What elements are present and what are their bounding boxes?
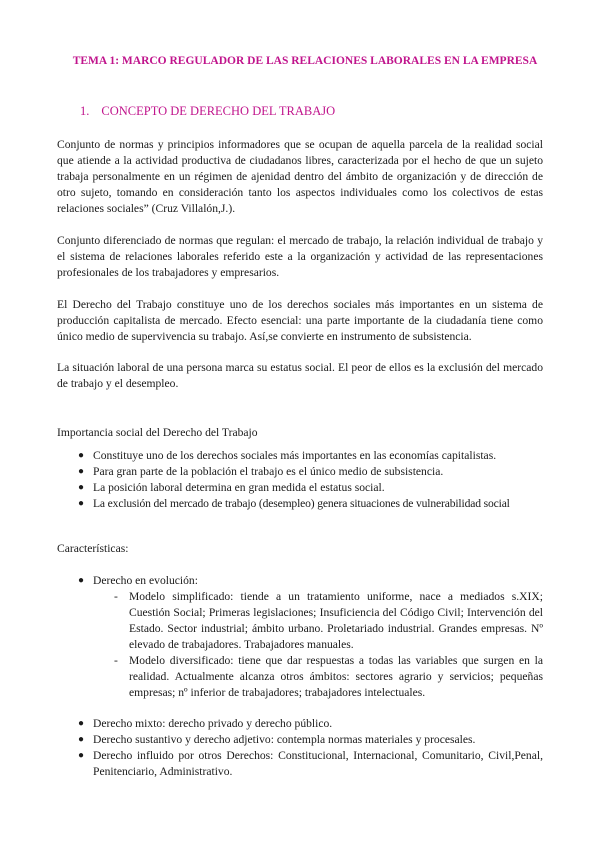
list-item: ● La posición laboral determina en gran medida el estatus social. — [78, 481, 385, 494]
caracteristicas-list — [57, 573, 543, 701]
section-heading — [80, 104, 335, 119]
dash-icon: - — [114, 590, 118, 603]
caracteristicas-heading: Características: — [57, 542, 129, 555]
dash-icon: - — [114, 654, 118, 667]
bullet-icon: ● — [78, 482, 85, 493]
list-item: ● Derecho sustantivo y derecho adjetivo: contempla normas materiales y procesales. — [78, 733, 476, 746]
list-item: ● La exclusión del mercado de trabajo (desempleo) genera situaciones de vulnerabilidad social — [78, 497, 510, 510]
list-item: ● Constituye uno de los derechos sociales más importantes en las economías capitalistas. — [78, 449, 497, 462]
caracteristicas-list-2 — [57, 716, 543, 780]
list-item: ● Derecho en evolución: - Modelo simplificado: tiende a un tratamiento uniforme, nace a mediados s.XIX; Cuestión Social; Primeras legislaciones; Insuficiencia del Código Civil; Intervención del Estado. Sector industrial; ámbito urbano. Proletariado industrial. Grandes empresas. Nº elevado de trabajadores. Trabajadores manuales. - Modelo diversificado: tiene que dar respuestas a todas las variables que surgen en la realidad. Actualmente alcanza otros ámbitos: sectores agrario y servicios; pequeñas empresas; nº inferior de trabajadores; trabajadores intelectuales. — [78, 574, 543, 699]
bullet-icon: ● — [78, 718, 85, 729]
document-title: TEMA 1: MARCO REGULADOR DE LAS RELACIONES LABORALES EN LA EMPRESA — [72, 55, 538, 67]
paragraph: La situación laboral de una persona marca su estatus social. El peor de ellos es la exclusión del mercado de trabajo y el desempleo. — [57, 361, 543, 390]
bullet-icon: ● — [78, 466, 85, 477]
list-item: ● Derecho influido por otros Derechos: Constitucional, Internacional, Comunitario, Civil,Penal, Penitenciario, Administrativo. — [78, 749, 543, 778]
paragraph: Conjunto de normas y principios informadores que se ocupan de aquella parcela de la realidad social que atiende a la actividad productiva de ciudadanos libres, caracterizada por el hecho de que un sujeto trabaja personalmente en un régimen de ajenidad dentro del ámbito de organización y de dirección de otro sujeto, tomando en consideración tanto los aspectos individuales como los colectivos de estas relaciones sociales” (Cruz Villalón,J.). — [57, 138, 543, 215]
sub-list-item: - Modelo diversificado: tiene que dar respuestas a todas las variables que surgen en la realidad. Actualmente alcanza otros ámbitos: sectores agrario y servicios; pequeñas empresas; nº inferior de trabajadores; trabajadores intelectuales. — [114, 654, 543, 699]
bullet-icon: ● — [78, 734, 85, 745]
section-number: 1. — [80, 104, 90, 118]
evolucion-sublist — [93, 589, 543, 701]
list-item: ● Derecho mixto: derecho privado y derecho público. — [78, 717, 333, 730]
bullet-icon: ● — [78, 575, 85, 586]
bullet-icon: ● — [78, 750, 85, 761]
sub-list-item: - Modelo simplificado: tiende a un tratamiento uniforme, nace a mediados s.XIX; Cuestión Social; Primeras legislaciones; Insuficiencia del Código Civil; Intervención del Estado. Sector industrial; ámbito urbano. Proletariado industrial. Grandes empresas. Nº elevado de trabajadores. Trabajadores manuales. — [114, 590, 543, 651]
bullet-icon: ● — [78, 498, 84, 509]
section-label: CONCEPTO DE DERECHO DEL TRABAJO — [101, 104, 336, 118]
paragraph: Conjunto diferenciado de normas que regulan: el mercado de trabajo, la relación individual de trabajo y el sistema de relaciones laborales referido este a la organización y actividad de las representaciones profesionales de los trabajadores y empresarios. — [57, 234, 543, 279]
paragraph: El Derecho del Trabajo constituye uno de los derechos sociales más importantes en un sistema de producción capitalista de mercado. Efecto esencial: una parte importante de la ciudadanía tiene como único medio de supervivencia su trabajo. Así,se convierte en instrumento de subsistencia. — [57, 298, 543, 343]
bullet-icon: ● — [78, 450, 85, 461]
importancia-heading: Importancia social del Derecho del Trabajo — [57, 426, 258, 439]
list-item: ● Para gran parte de la población el trabajo es el único medio de subsistencia. — [78, 465, 444, 478]
importancia-list — [57, 448, 543, 512]
